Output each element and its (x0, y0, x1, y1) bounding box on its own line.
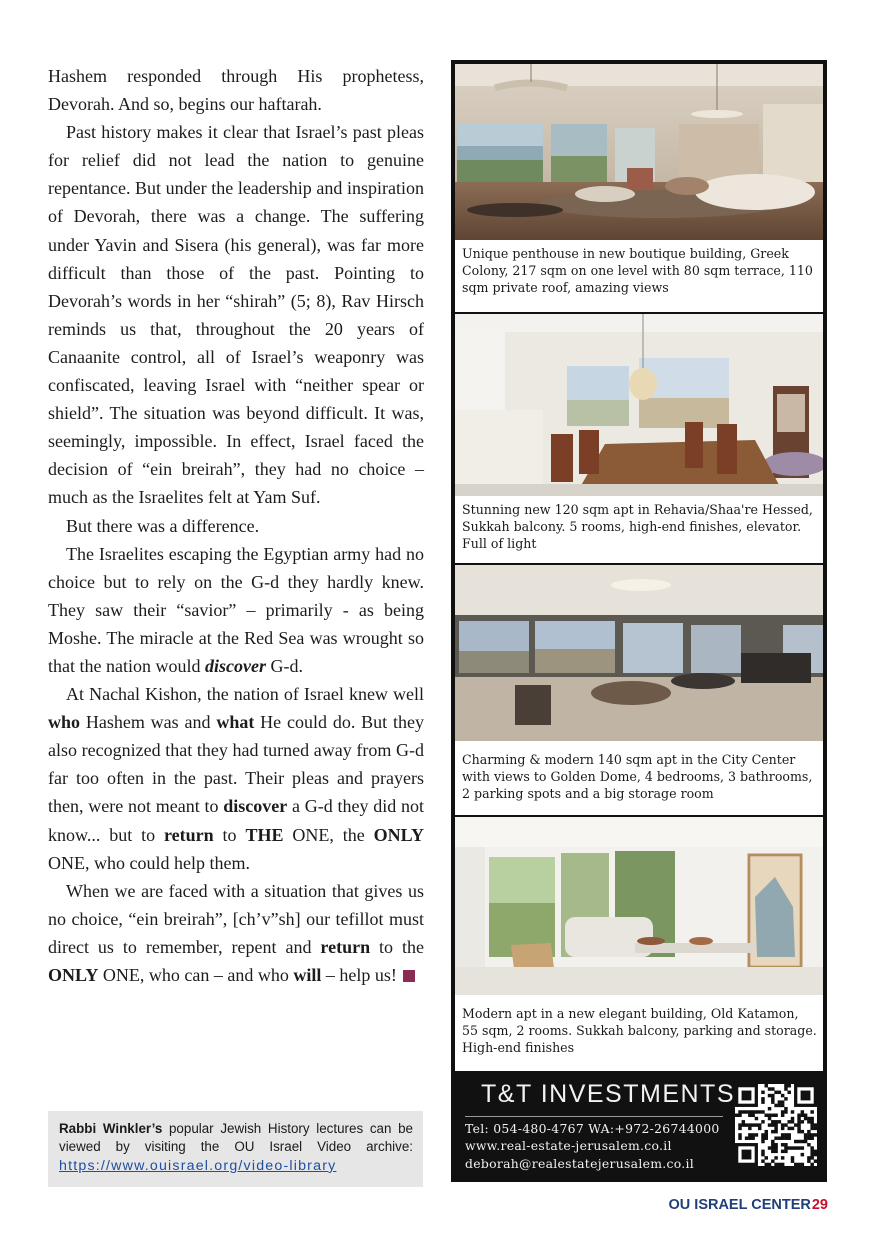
footer-org: OU ISRAEL CENTER (668, 1197, 811, 1213)
city-view-living-room-photo (455, 565, 823, 741)
paragraph-text: Hashem responded through His prophetess, Devorah. And so, begins our haftarah. (48, 66, 424, 115)
listing-card (455, 64, 823, 312)
article-body (48, 62, 424, 989)
emphasized-text: ONLY (48, 965, 99, 985)
paragraph-text: But there was a difference. (66, 515, 260, 536)
brand-block (455, 1074, 823, 1178)
emphasized-text: who (48, 712, 81, 733)
paragraph-text: to the (370, 936, 424, 957)
bright-living-room-photo (455, 817, 823, 995)
listing-caption: Unique penthouse in new boutique building, Greek Colony, 217 sqm on one level with 80 sqm terrace, 110 sqm private roof, amazing views (462, 246, 813, 296)
paragraph-text: At Nachal Kishon, the nation of Israel knew well (66, 684, 424, 705)
paragraph-text: The Israelites escaping the Egyptian army had no choice but to rely on the G-d they hardly knew. They saw their “savior” – primarily - as being Moshe. The miracle at the Red Sea was wrought so that the nation would (48, 543, 424, 676)
article-paragraph (48, 877, 424, 989)
article-paragraph (48, 62, 424, 118)
page-number: 29 (811, 1197, 828, 1213)
paragraph-text: Past history makes it clear that Israel’s past pleas for relief did not lead the nation to genuine repentance. But under the leadership and inspiration of Devorah, there was a change. The suffering under Yavin and Sisera (his general), was far more difficult than those of the past. Pointing to Devorah’s words in her “shirah” (5; 8), Rav Hirsch reminds us that, throughout the 20 years of Canaanite control, all of Israel’s weaponry was confiscated, leaving Israel with “neither spear or shield”. The situation was beyond difficult. It was, seemingly, impossible. In effect, Israel faced the decision of “ein breirah”, they had no choice – much as the Israelites felt at Yam Suf. (48, 122, 424, 508)
brand-email[interactable]: deborah@realestatejerusalem.co.il (465, 1155, 695, 1171)
paragraph-text: When we are faced with a situation that gives us no choice, “ein breirah”, [ch’v”sh] our tefillot must direct us to remember, repent and (48, 880, 424, 957)
emphasized-text: discover (223, 796, 288, 817)
paragraph-text: ONE, the (283, 824, 374, 845)
qr-code-icon[interactable] (735, 1084, 817, 1166)
listing-caption: Modern apt in a new elegant building, Old Katamon, 55 sqm, 2 rooms. Sukkah balcony, parking and storage. High-end finishes (462, 1006, 817, 1056)
listing-card (455, 314, 823, 563)
emphasized-text: will (293, 965, 322, 985)
dining-room-photo (455, 314, 823, 496)
brand-phone: Tel: 054-480-4767 WA:+972-26744000 (465, 1121, 720, 1136)
article-paragraph (48, 118, 424, 511)
listing-card (455, 565, 823, 815)
article-paragraph (48, 680, 424, 877)
real-estate-ad (451, 60, 827, 1182)
page-footer (640, 1197, 828, 1213)
penthouse-living-room-photo (455, 64, 823, 240)
emphasized-text: what (216, 712, 255, 733)
note-author: Rabbi Winkler’s (59, 1121, 163, 1136)
paragraph-text: Hashem was and (80, 712, 217, 733)
paragraph-text: ONE, who can – and who (98, 965, 294, 985)
emphasized-text: ONLY (373, 824, 424, 845)
article-paragraph (48, 512, 424, 540)
brand-website[interactable]: www.real-estate-jerusalem.co.il (465, 1138, 672, 1154)
emphasized-text: return (164, 824, 214, 845)
listing-card (455, 817, 823, 1071)
video-library-link[interactable]: https://www.ouisrael.org/video-library (59, 1157, 337, 1174)
listing-caption: Charming & modern 140 sqm apt in the City Center with views to Golden Dome, 4 bedrooms, 3 bathrooms, 2 parking spots and a big storage room (462, 752, 813, 802)
article-paragraph (48, 540, 424, 680)
end-of-article-square-icon (403, 970, 415, 982)
paragraph-text: He could do. But they also recognized that they had turned away from G-d far too often in the past. Their pleas and prayers then, were not meant to (48, 712, 424, 817)
note-text: popular Jewish History lectures can be viewed by visiting the OU Israel Video archive: (59, 1121, 413, 1155)
listing-caption: Stunning new 120 sqm apt in Rehavia/Shaa're Hessed, Sukkah balcony. 5 rooms, high-end finishes, elevator. Full of light (462, 502, 813, 552)
paragraph-text: G-d. (265, 655, 303, 676)
paragraph-text: to (213, 824, 246, 845)
paragraph-text: a G-d they did not know... but to (48, 796, 424, 845)
brand-name: T&T INVESTMENTS (481, 1080, 736, 1108)
paragraph-text: – help us! (321, 965, 397, 985)
emphasized-text: THE (245, 824, 284, 845)
paragraph-text: ONE, who could help them. (48, 852, 250, 873)
brand-divider (465, 1116, 723, 1117)
emphasized-text: return (320, 936, 371, 957)
emphasized-text: discover (204, 655, 266, 676)
brand-contact (465, 1120, 720, 1172)
lecture-note (48, 1111, 423, 1187)
